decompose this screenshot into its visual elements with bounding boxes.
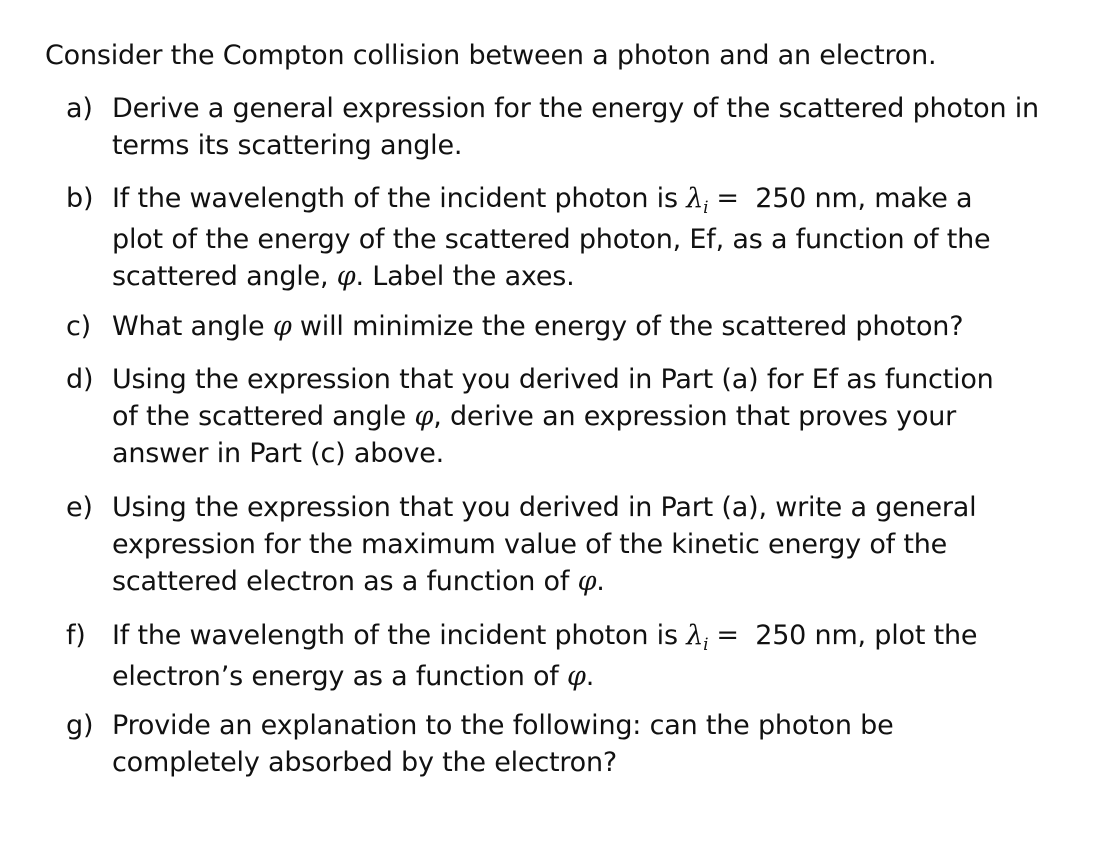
phi-symbol: φ [336, 261, 356, 292]
text-segment: scattered angle, [112, 261, 337, 292]
question-label: e) [66, 492, 93, 523]
question-label: c) [66, 311, 91, 342]
phi-symbol: φ [567, 661, 586, 692]
question-line: Provide an explanation to the following: can the photon be [112, 710, 894, 741]
question-line: completely absorbed by the electron? [112, 747, 618, 778]
text-segment: scattered electron as a function of [112, 566, 578, 597]
equals-sign: = [716, 620, 739, 651]
question-c [66, 308, 1066, 345]
question-d [66, 361, 1066, 472]
question-line: expression for the maximum value of the kinetic energy of the [112, 529, 948, 560]
phi-symbol: φ [272, 311, 292, 342]
question-line [112, 658, 1066, 695]
text-segment: 250 nm, plot the [746, 620, 978, 651]
problem-intro: Consider the Compton collision between a photon and an electron. [45, 40, 937, 71]
question-line [112, 180, 1066, 221]
question-line [112, 398, 1066, 435]
text-segment: , derive an expression that proves your [433, 401, 957, 432]
question-f [66, 617, 1066, 695]
question-line [112, 617, 1066, 658]
text-segment: What angle [112, 311, 273, 342]
question-label: g) [66, 710, 94, 741]
question-line [112, 258, 1066, 295]
lambda-subscript: i [703, 198, 709, 218]
question-label: f) [66, 620, 86, 651]
question-g [66, 707, 1066, 781]
question-label: b) [66, 183, 94, 214]
text-segment: If the wavelength of the incident photon is [112, 620, 687, 651]
question-line [112, 308, 1066, 345]
question-line: terms its scattering angle. [112, 130, 463, 161]
phi-symbol: φ [414, 401, 434, 432]
lambda-symbol: λ [686, 183, 704, 214]
question-text [112, 308, 1066, 345]
text-segment: 250 nm, make a [746, 183, 973, 214]
text-segment: of the scattered angle [112, 401, 415, 432]
text-segment: If the wavelength of the incident photon is [112, 183, 687, 214]
question-line: Using the expression that you derived in Part (a) for Ef as function [112, 364, 994, 395]
question-text [112, 361, 1066, 472]
question-text [112, 489, 1066, 600]
question-a [66, 90, 1066, 164]
lambda-symbol: λ [686, 620, 704, 651]
question-line: Derive a general expression for the energy of the scattered photon in [112, 93, 1039, 124]
question-line: Using the expression that you derived in Part (a), write a general [112, 492, 977, 523]
question-text [112, 617, 1066, 695]
text-segment: will minimize the energy of the scattered photon? [291, 311, 964, 342]
phi-symbol: φ [577, 566, 597, 597]
question-line: plot of the energy of the scattered photon, Ef, as a function of the [112, 224, 991, 255]
text-segment: . Label the axes. [355, 261, 575, 292]
question-text [112, 707, 1066, 781]
question-e [66, 489, 1066, 600]
text-segment: . [585, 661, 595, 692]
question-label: d) [66, 364, 94, 395]
text-segment: . [596, 566, 605, 597]
question-text [112, 180, 1066, 295]
question-text [112, 90, 1066, 164]
lambda-subscript: i [703, 635, 709, 655]
question-line: answer in Part (c) above. [112, 438, 445, 469]
equals-sign: = [716, 183, 739, 214]
question-label: a) [66, 93, 93, 124]
question-b [66, 180, 1066, 295]
question-line [112, 563, 1066, 600]
text-segment: electron’s energy as a function of [112, 661, 567, 692]
